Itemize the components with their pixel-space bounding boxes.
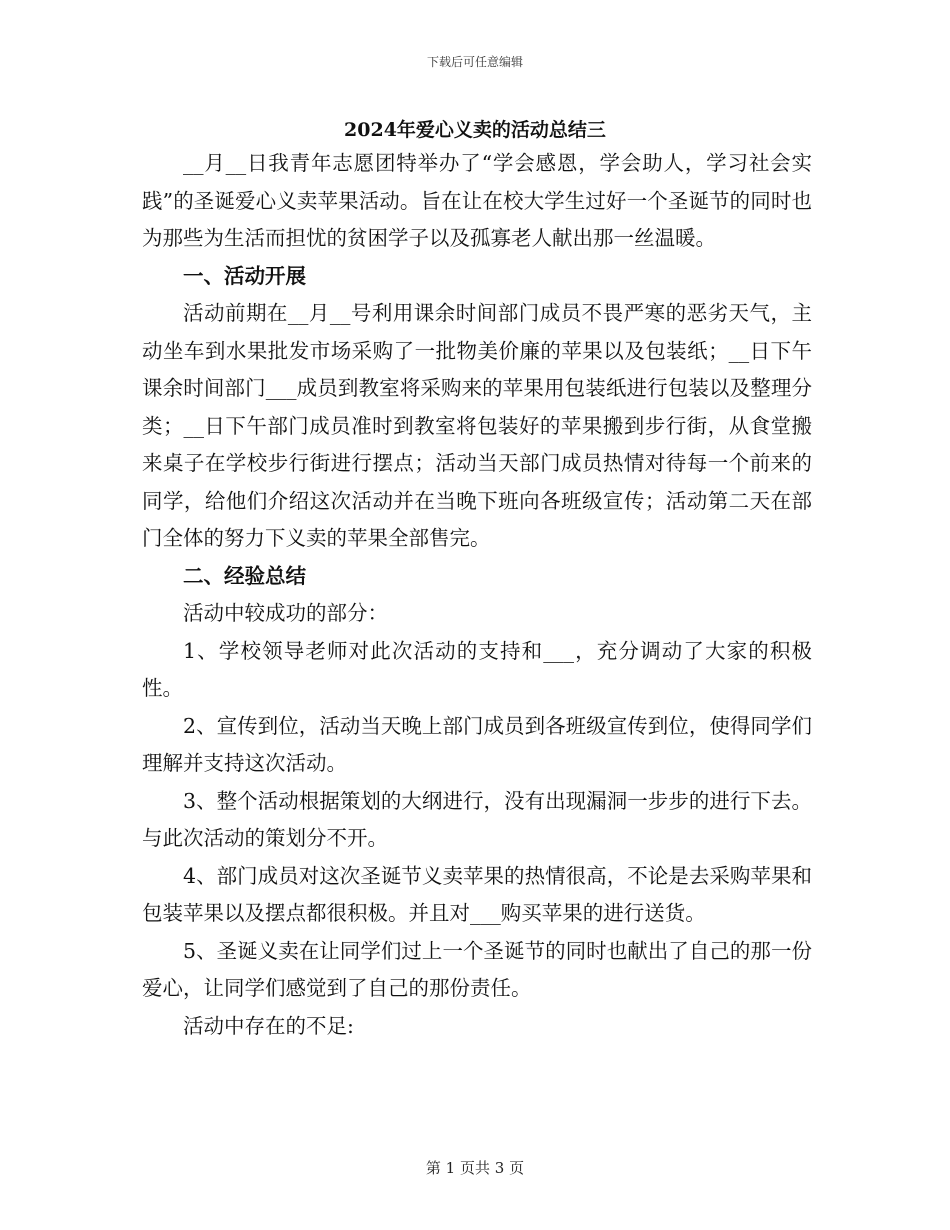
section-heading-activity: 一、活动开展 (183, 263, 306, 288)
intro-paragraph: __月__日我青年志愿团特举办了“学会感恩，学会助人，学习社会实践”的圣诞爱心义卖苹果活动。旨在让在校大学生过好一个圣诞节的同时也为那些为生活而担忧的贫困学子以及孤寡老人献出那一丝温暖。 (142, 151, 812, 250)
success-item-4: 4、部门成员对这次圣诞节义卖苹果的热情很高，不论是去采购苹果和包装苹果以及摆点都很积极。并且对___购买苹果的进行送货。 (142, 863, 812, 925)
page-number-footer: 第 1 页共 3 页 (425, 1159, 525, 1177)
activity-paragraph: 活动前期在__月__号利用课余时间部门成员不畏严寒的恶劣天气，主动坐车到水果批发市场采购了一批物美价廉的苹果以及包装纸；__日下午课余时间部门___成员到教室将采购来的苹果用包装纸进行包装以及整理分类；__日下午部门成员准时到教室将包装好的苹果搬到步行街，从食堂搬来桌子在学校步行街进行摆点；活动当天部门成员热情对待每一个前来的同学，给他们介绍这次活动并在当晚下班向各班级宣传；活动第二天在部门全体的努力下义卖的苹果全部售完。 (142, 301, 812, 550)
document-body (142, 145, 812, 1045)
shortcoming-intro: 活动中存在的不足: (183, 1013, 354, 1038)
success-item-3: 3、整个活动根据策划的大纲进行，没有出现漏洞一步步的进行下去。与此次活动的策划分不开。 (142, 788, 812, 850)
document-title: 2024年爱心义卖的活动总结三 (344, 119, 606, 141)
success-item-2: 2、宣传到位，活动当天晚上部门成员到各班级宣传到位，使得同学们理解并支持这次活动。 (142, 713, 812, 775)
success-item-1: 1、学校领导老师对此次活动的支持和___，充分调动了大家的积极性。 (142, 638, 812, 700)
success-item-5: 5、圣诞义卖在让同学们过上一个圣诞节的同时也献出了自己的那一份爱心，让同学们感觉到了自己的那份责任。 (142, 938, 812, 1000)
success-intro: 活动中较成功的部分： (183, 601, 388, 625)
section-heading-summary: 二、经验总结 (183, 563, 306, 588)
header-note: 下载后可任意编辑 (426, 55, 523, 69)
